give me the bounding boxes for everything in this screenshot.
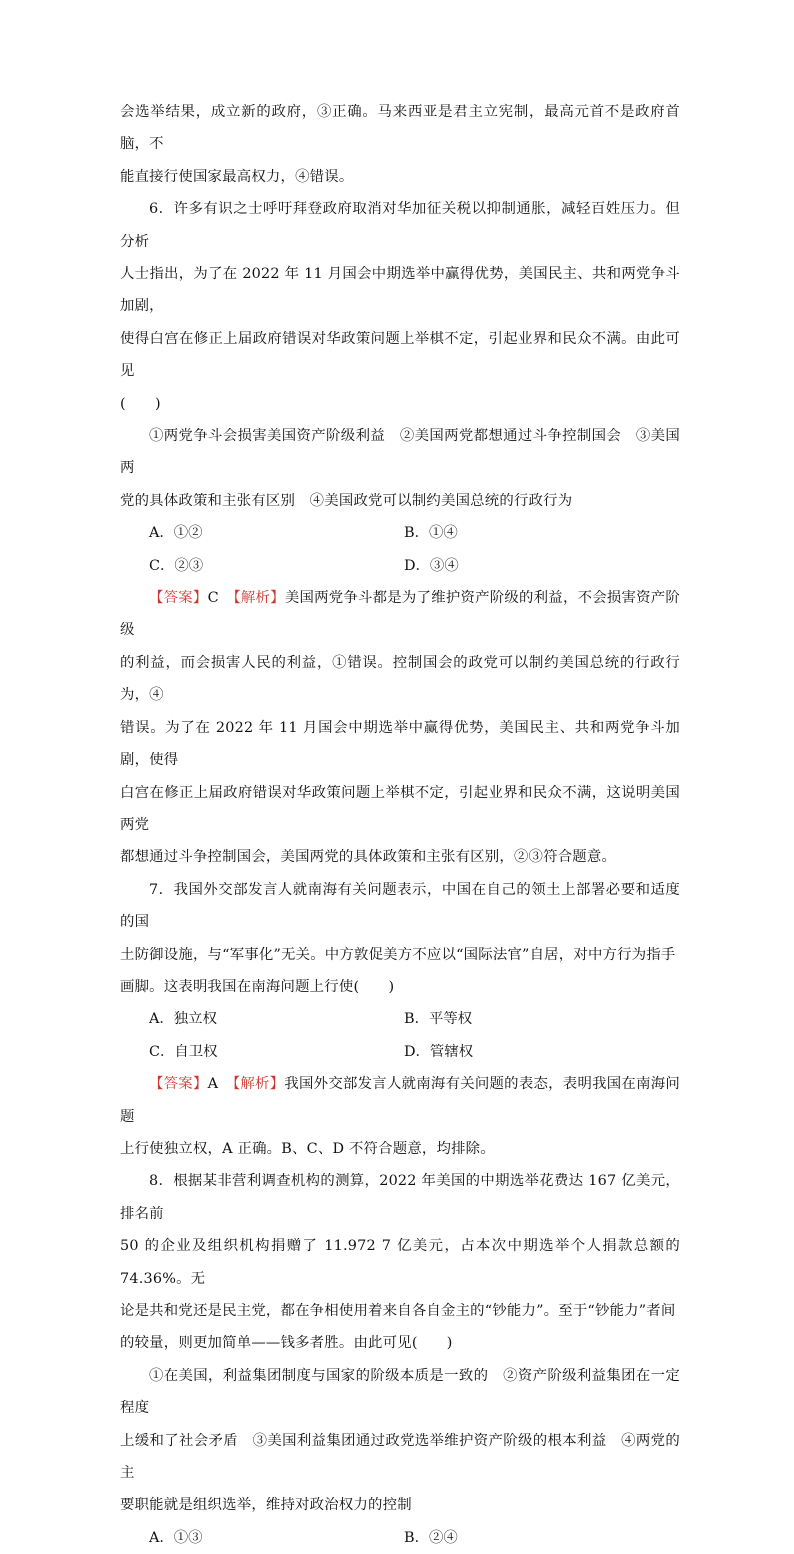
q8-options-row <box>120 1522 680 1554</box>
prev-analysis-line: 能直接行使国家最高权力，④错误。 <box>120 168 354 185</box>
q6-options-row <box>120 550 680 582</box>
answer-tag: 【答案】 <box>149 590 208 607</box>
prev-analysis-line: 会选举结果，成立新的政府，③正确。马来西亚是君主立宪制，最高元首不是政府首脑，不 <box>120 104 680 153</box>
q7-option-d: D．管辖权 <box>404 1043 474 1060</box>
q6-options-row <box>120 517 680 549</box>
page-content <box>120 96 680 1554</box>
question-8 <box>120 1165 680 1554</box>
q7-analysis-line <box>120 1068 680 1133</box>
q8-statement-line: 上缓和了社会矛盾 ③美国利益集团通过政党选举维护资产阶级的根本利益 ④两党的主 <box>120 1432 680 1481</box>
q8-statement-line: 要职能就是组织选举，维持对政治权力的控制 <box>120 1497 412 1514</box>
q7-analysis-line: 上行使独立权，A 正确。B、C、D 不符合题意，均排除。 <box>120 1140 495 1157</box>
q7-answer: A <box>207 1076 233 1093</box>
q6-stem-line: 6．许多有识之士呼吁拜登政府取消对华加征关税以抑制通胀，减轻百姓压力。但分析 <box>120 201 680 250</box>
q6-analysis-line: 都想通过斗争控制国会，美国两党的具体政策和主张有区别，②③符合题意。 <box>120 849 617 866</box>
q6-answer: C <box>207 590 234 607</box>
q7-stem-line: 7．我国外交部发言人就南海有关问题表示，中国在自己的领土上部署必要和适度的国 <box>120 881 680 931</box>
q6-statement-line: ①两党争斗会损害美国资产阶级利益 ②美国两党都想通过斗争控制国会 ③美国两 <box>120 428 680 477</box>
q6-statement-line: 党的具体政策和主张有区别 ④美国政党可以制约美国总统的行政行为 <box>120 492 573 509</box>
q8-stem-line: 的较量，则更加简单——钱多者胜。由此可见( ) <box>120 1335 453 1352</box>
q7-option-a: A．独立权 <box>149 1011 217 1028</box>
q6-option-a: A．①② <box>149 525 203 542</box>
q7-stem-line: 画脚。这表明我国在南海问题上行使( ) <box>120 978 395 995</box>
q8-stem-line: 8．根据某非营利调查机构的测算，2022 年美国的中期选举花费达 167 亿美元，排名前 <box>120 1173 680 1222</box>
q8-statement-line: ①在美国，利益集团制度与国家的阶级本质是一致的 ②资产阶级利益集团在一定程度 <box>120 1367 680 1417</box>
q6-option-d: D．③④ <box>404 557 459 574</box>
q8-option-a: A．①③ <box>149 1529 203 1546</box>
q7-option-c: C．自卫权 <box>149 1043 218 1060</box>
q6-option-b: B．①④ <box>404 525 458 542</box>
q7-analysis-text: 我国外交部发言人就南海有关问题的表态，表明我国在南海问题 <box>120 1076 680 1125</box>
q6-analysis-text: 美国两党争斗都是为了维护资产阶级的利益，不会损害资产阶级 <box>120 590 680 639</box>
q6-stem-line: ( ) <box>120 395 161 412</box>
q6-option-c: C．②③ <box>149 557 204 574</box>
question-7 <box>120 874 680 1166</box>
q8-stem-line: 论是共和党还是民主党，都在争相使用着来自各自金主的“钞能力”。至于“钞能力”者间 <box>120 1302 676 1319</box>
q7-stem-line: 土防御设施，与“军事化”无关。中方敦促美方不应以“国际法官”自居，对中方行为指手 <box>120 946 676 963</box>
q7-options-row <box>120 1036 680 1068</box>
q6-stem-line: 使得白宫在修正上届政府错误对华政策问题上举棋不定，引起业界和民众不满。由此可见 <box>120 330 680 380</box>
q6-analysis-line: 的利益，而会损害人民的利益，①错误。控制国会的政党可以制约美国总统的行政行为，④ <box>120 654 680 704</box>
analysis-tag: 【解析】 <box>232 1076 285 1093</box>
q8-stem-line: 50 的企业及组织机构捐赠了 11.972 7 亿美元，占本次中期选举个人捐款总额的 74.36%。无 <box>120 1238 680 1287</box>
question-6 <box>120 193 680 874</box>
answer-tag: 【答案】 <box>149 1076 208 1093</box>
q6-analysis-line <box>120 582 680 647</box>
q6-stem-line: 人士指出，为了在 2022 年 11 月国会中期选举中赢得优势，美国民主、共和两党争斗加剧， <box>120 266 680 315</box>
analysis-tag: 【解析】 <box>233 590 285 607</box>
q6-analysis-line: 白宫在修正上届政府错误对华政策问题上举棋不定，引起业界和民众不满，这说明美国两党 <box>120 784 680 833</box>
q7-options-row <box>120 1003 680 1035</box>
q7-option-b: B．平等权 <box>404 1011 473 1028</box>
q6-analysis-line: 错误。为了在 2022 年 11 月国会中期选举中赢得优势，美国民主、共和两党争斗加剧，使得 <box>120 719 680 769</box>
q8-option-b: B．②④ <box>404 1529 458 1546</box>
